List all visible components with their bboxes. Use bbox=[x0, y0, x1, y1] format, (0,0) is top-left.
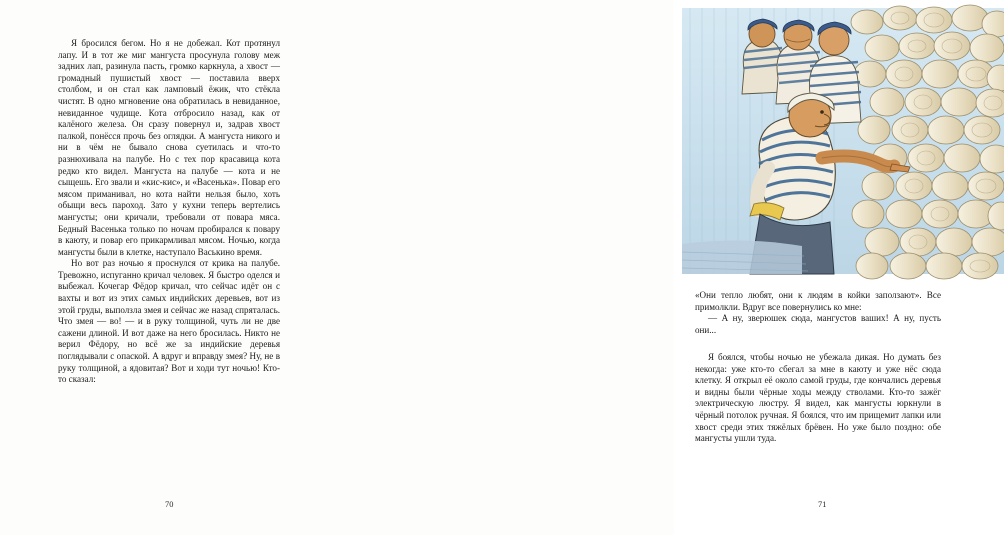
right-page bbox=[337, 0, 941, 535]
left-page bbox=[0, 0, 337, 535]
page-number-right: 71 bbox=[818, 500, 827, 509]
paragraph: Я бросился бегом. Но я не добежал. Кот протянул лапу. И в тот же миг мангуста просунула голову меж задних лап, разинула пасть, громко каркнула, а хвост — громадный пушистый хвост — поставила вверх столбом, и он стал как ламповый ёжик, что стёкла чистят. В одно мгновение она обратилась в невиданное, невиданное чудище. Кота отбросило назад, как от калёного железа. Он сразу повернул и, задрав хвост палкой, понёсся прочь без оглядки. А мангуста никого и ни в чём не бывало снова суетилась и что-то разнюхивала на палубе. Но с тех пор красавица кота редко кто видел. Мангуста на палубе — кота и не сыщешь. Его звали и «кис-кис», и «Васенька». Повар его мясом приманивал, но кота найти нельзя было, хоть обыщи весь пароход. Зато у кухни теперь вертелись мангусты; они кричали, требовали от повара мяса. Бедный Васенька только по ночам пробирался к повару в каюту, и повар его прикармливал мясом. Ночью, когда мангусты были в клетке, наступало Васькино время. bbox=[58, 38, 280, 257]
paragraph: — А ну, зверюшек сюда, мангустов ваших! А ну, пусть они... bbox=[695, 313, 941, 335]
right-page-text-bottom bbox=[695, 352, 941, 445]
paragraph: Но вот раз ночью я проснулся от крика на палубе. Тревожно, испуганно кричал человек. Я быстро оделся и выбежал. Кочегар Фёдор кричал, что сейчас идёт он с вахты и вот из этих самых индийских деревьев, вот из этой груды, выползла змея и сейчас же назад спряталась. Что змея — во! — и в руку толщиной, чуть ли не две сажени длиной. И вот даже на него бросилась. Никто не верил Фёдору, но всё же за индийские деревья поглядывали с опаской. А вдруг и вправду змея? Ну, не в руку толщиной, а ядовитая? Вот и ходи тут ночью! Кто-то сказал: bbox=[58, 258, 280, 385]
paragraph: Я боялся, чтобы ночью не убежала дикая. Но думать без некогда: уже кто-то сбегал за мне в каюту и уже нёс сюда клетку. Я открыл её около самой груды, где кончались деревья и видны были чёрные ходы между стволами. Кто-то зажёг электрическую люстру. Я видел, как мангусты юркнули в чёрный потолок ручная. Я боялся, что им прищемит лапки или хвост среди этих тяжёлых брёвен. Но уже было поздно: обе мангусты ушли туда. bbox=[695, 352, 941, 444]
sailors-and-mangoose-illustration bbox=[682, 8, 1004, 274]
right-page-text-top bbox=[695, 290, 941, 336]
paragraph: «Они тепло любят, они к людям в койки заползают». Все примолкли. Вдруг все повернулись ко мне: bbox=[695, 290, 941, 312]
page-number-left: 70 bbox=[165, 500, 174, 509]
left-page-text bbox=[58, 38, 280, 386]
